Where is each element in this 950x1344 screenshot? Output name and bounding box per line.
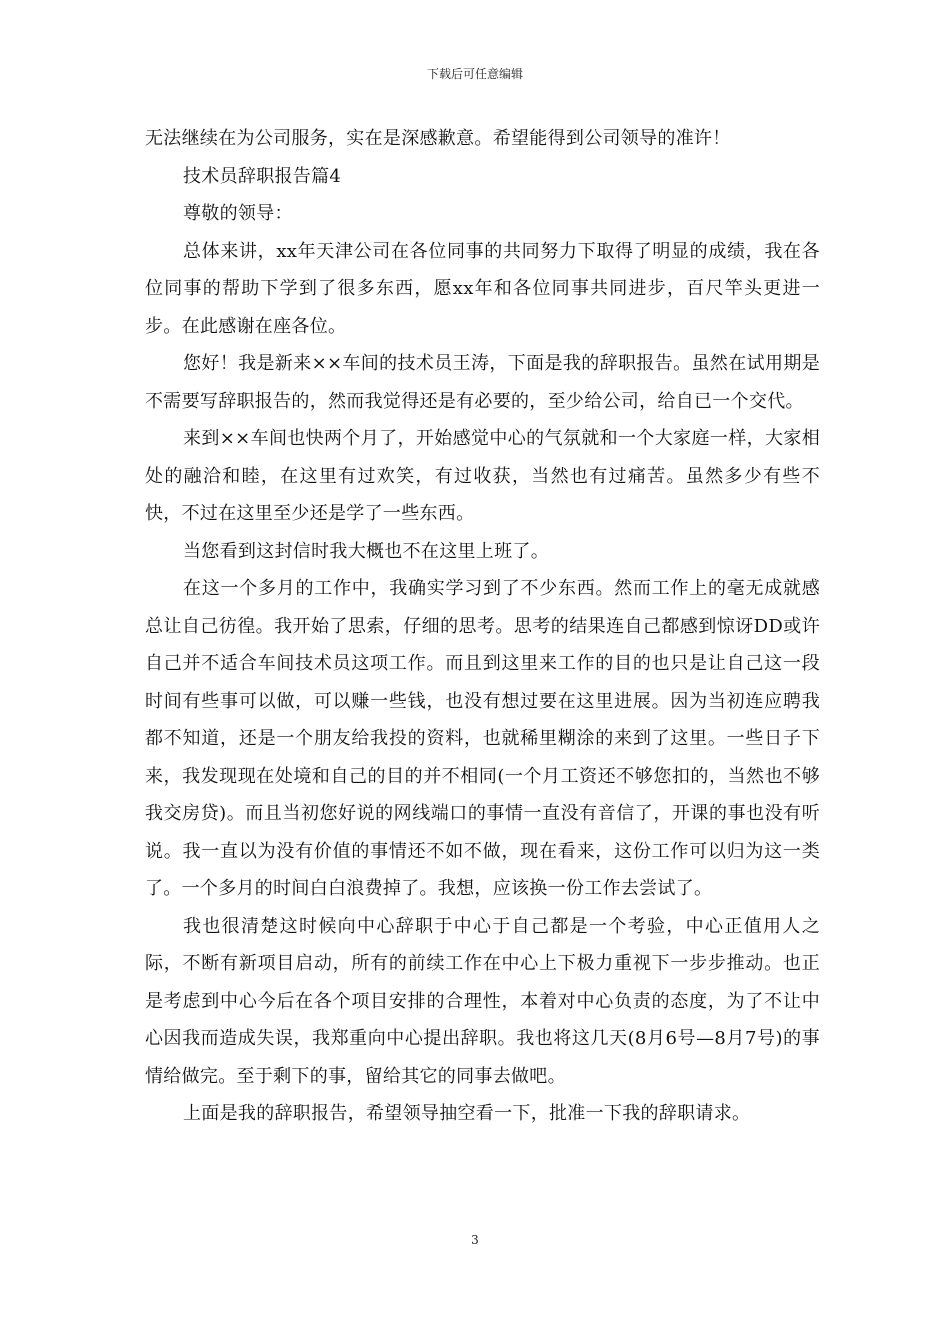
- closing-paragraph: 上面是我的辞职报告，希望领导抽空看一下，批准一下我的辞职请求。: [183, 1103, 751, 1124]
- page-number: 3: [471, 1233, 479, 1247]
- section-heading: 技术员辞职报告篇4: [183, 165, 342, 187]
- paragraph: 总体来讲，xx年天津公司在各位同事的共同努力下取得了明显的成绩，我在各位同事的帮助下学到了很多东西，愿xx年和各位同事共同进步，百尺竿头更进一步。在此感谢在座各位。: [145, 240, 820, 337]
- page-header: 下载后可任意编辑: [426, 67, 523, 81]
- paragraph: 我也很清楚这时候向中心辞职于中心于自己都是一个考验，中心正值用人之际，不断有新项目启动，所有的前续工作在中心上下极力重视下一步步推动。也正是考虑到中心今后在各个项目安排的合理性，本着对中心负责的态度，为了不让中心因我而造成失误，我郑重向中心提出辞职。我也将这几天(8月6号—8月7号)的事情给做完。至于剩下的事，留给其它的同事去做吧。: [145, 915, 820, 1087]
- document-body: [145, 120, 820, 1133]
- paragraph: 当您看到这封信时我大概也不在这里上班了。: [183, 540, 549, 562]
- paragraph: 在这一个多月的工作中，我确实学习到了不少东西。然而工作上的毫无成就感总让自己彷徨。我开始了思索，仔细的思考。思考的结果连自己都感到惊讶DD或许自己并不适合车间技术员这项工作。而且到这里来工作的目的也只是让自己这一段时间有些事可以做，可以赚一些钱，也没有想过要在这里进展。因为当初连应聘我都不知道，还是一个朋友给我投的资料，也就稀里糊涂的来到了这里。一些日子下来，我发现现在处境和自己的目的并不相同(一个月工资还不够您扣的，当然也不够我交房贷)。而且当初您好说的网线端口的事情一直没有音信了，开课的事也没有听说。我一直以为没有价值的事情还不如不做，现在看来，这份工作可以归为这一类了。一个多月的时间白白浪费掉了。我想，应该换一份工作去尝试了。: [145, 578, 820, 899]
- paragraph: 您好！我是新来××车间的技术员王涛，下面是我的辞职报告。虽然在试用期是不需要写辞职报告的，然而我觉得还是有必要的，至少给公司，给自已一个交代。: [145, 353, 820, 412]
- paragraph: 来到××车间也快两个月了，开始感觉中心的气氛就和一个大家庭一样，大家相处的融洽和睦，在这里有过欢笑，有过收获，当然也有过痛苦。虽然多少有些不快，不过在这里至少还是学了一些东西。: [145, 428, 820, 524]
- paragraph: 无法继续在为公司服务，实在是深感歉意。希望能得到公司领导的准许！: [145, 128, 731, 149]
- salutation: 尊敬的领导：: [183, 203, 293, 224]
